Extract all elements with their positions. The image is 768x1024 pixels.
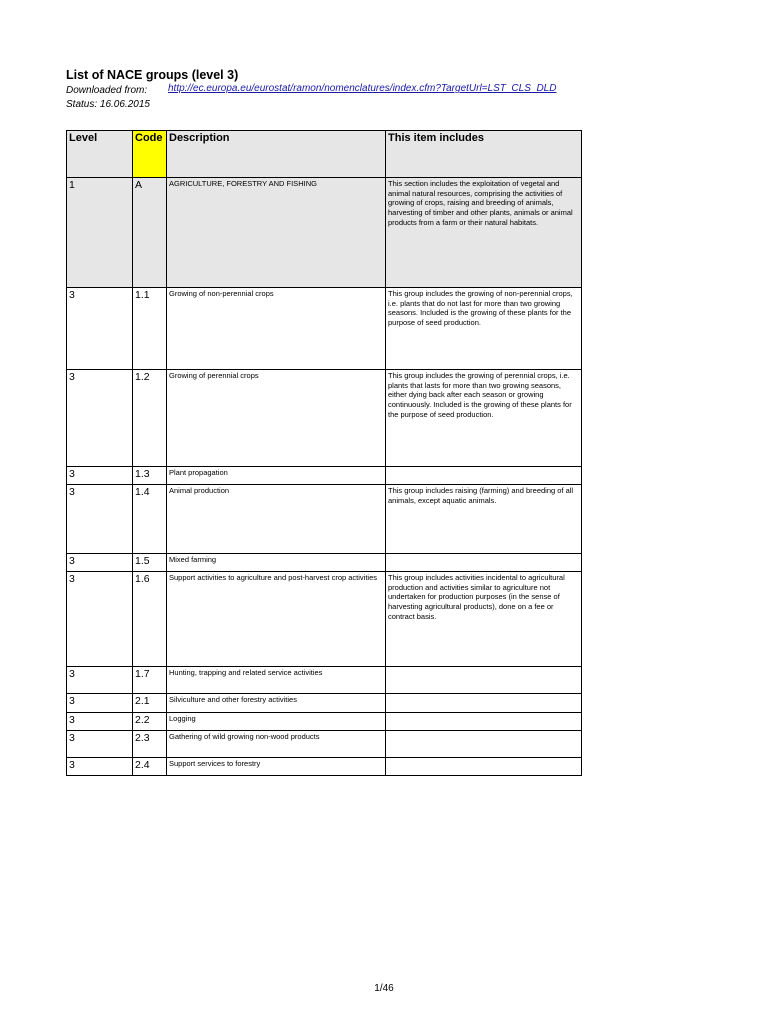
cell-includes	[386, 731, 582, 758]
cell-code: 2.3	[133, 731, 167, 758]
cell-code: 2.4	[133, 758, 167, 776]
cell-description: Logging	[167, 713, 386, 731]
cell-level: 3	[67, 758, 133, 776]
table-row	[67, 694, 582, 713]
cell-includes	[386, 467, 582, 485]
cell-level: 3	[67, 467, 133, 485]
status-date: Status: 16.06.2015	[66, 99, 150, 110]
cell-level: 3	[67, 572, 133, 667]
cell-includes	[386, 667, 582, 694]
cell-description: Mixed farming	[167, 554, 386, 572]
document-title: List of NACE groups (level 3)	[66, 68, 239, 82]
cell-code: 2.2	[133, 713, 167, 731]
cell-code: 1.2	[133, 370, 167, 467]
cell-description: Support activities to agriculture and post-harvest crop activities	[167, 572, 386, 667]
cell-description: AGRICULTURE, FORESTRY AND FISHING	[167, 178, 386, 288]
cell-includes: This section includes the exploitation of vegetal and animal natural resources, comprising the activities of growing of crops, raising and breeding of animals, harvesting of timber and other plants, animals or animal products from a farm or their natural habitats.	[386, 178, 582, 288]
cell-level: 3	[67, 667, 133, 694]
nace-groups-table	[66, 130, 582, 776]
cell-level: 3	[67, 713, 133, 731]
cell-level: 3	[67, 288, 133, 370]
cell-code: 1.1	[133, 288, 167, 370]
cell-description: Plant propagation	[167, 467, 386, 485]
column-header-description: Description	[167, 131, 386, 178]
cell-includes	[386, 554, 582, 572]
cell-includes	[386, 694, 582, 713]
cell-level: 3	[67, 370, 133, 467]
cell-includes	[386, 713, 582, 731]
cell-includes: This group includes raising (farming) and breeding of all animals, except aquatic animals.	[386, 485, 582, 554]
column-header-code: Code	[133, 131, 167, 178]
cell-description: Silviculture and other forestry activities	[167, 694, 386, 713]
table-row	[67, 178, 582, 288]
cell-level: 3	[67, 694, 133, 713]
table-row	[67, 485, 582, 554]
cell-includes	[386, 758, 582, 776]
cell-code: 1.5	[133, 554, 167, 572]
cell-description: Growing of perennial crops	[167, 370, 386, 467]
cell-description: Hunting, trapping and related service activities	[167, 667, 386, 694]
cell-level: 3	[67, 731, 133, 758]
cell-description: Animal production	[167, 485, 386, 554]
cell-code: 1.3	[133, 467, 167, 485]
table-row	[67, 467, 582, 485]
cell-code: 1.7	[133, 667, 167, 694]
cell-code: A	[133, 178, 167, 288]
cell-includes: This group includes the growing of perennial crops, i.e. plants that lasts for more than two growing seasons, either dying back after each season or growing continuously. Included is the growing of these plants for the purpose of seed production.	[386, 370, 582, 467]
table-row	[67, 370, 582, 467]
cell-description: Support services to forestry	[167, 758, 386, 776]
table-row	[67, 713, 582, 731]
table-row	[67, 731, 582, 758]
table-row	[67, 554, 582, 572]
table-row	[67, 758, 582, 776]
cell-level: 3	[67, 485, 133, 554]
table-row	[67, 572, 582, 667]
table-row	[67, 667, 582, 694]
source-link[interactable]: http://ec.europa.eu/eurostat/ramon/nomenclatures/index.cfm?TargetUrl=LST_CLS_DLD	[168, 83, 557, 94]
cell-level: 1	[67, 178, 133, 288]
cell-description: Growing of non-perennial crops	[167, 288, 386, 370]
downloaded-label: Downloaded from:	[66, 85, 148, 96]
cell-code: 1.6	[133, 572, 167, 667]
column-header-includes: This item includes	[386, 131, 582, 178]
page-number: 1/46	[374, 983, 394, 994]
table-row	[67, 288, 582, 370]
column-header-level: Level	[67, 131, 133, 178]
cell-includes: This group includes the growing of non-perennial crops, i.e. plants that do not last for more than two growing seasons. Included is the growing of these plants for the purpose of seed production.	[386, 288, 582, 370]
cell-level: 3	[67, 554, 133, 572]
cell-code: 1.4	[133, 485, 167, 554]
cell-description: Gathering of wild growing non-wood products	[167, 731, 386, 758]
cell-code: 2.1	[133, 694, 167, 713]
table-header-row	[67, 131, 582, 178]
cell-includes: This group includes activities incidental to agricultural production and activities similar to agriculture not undertaken for production purposes (in the sense of harvesting agricultural products), done on a fee or contract basis.	[386, 572, 582, 667]
